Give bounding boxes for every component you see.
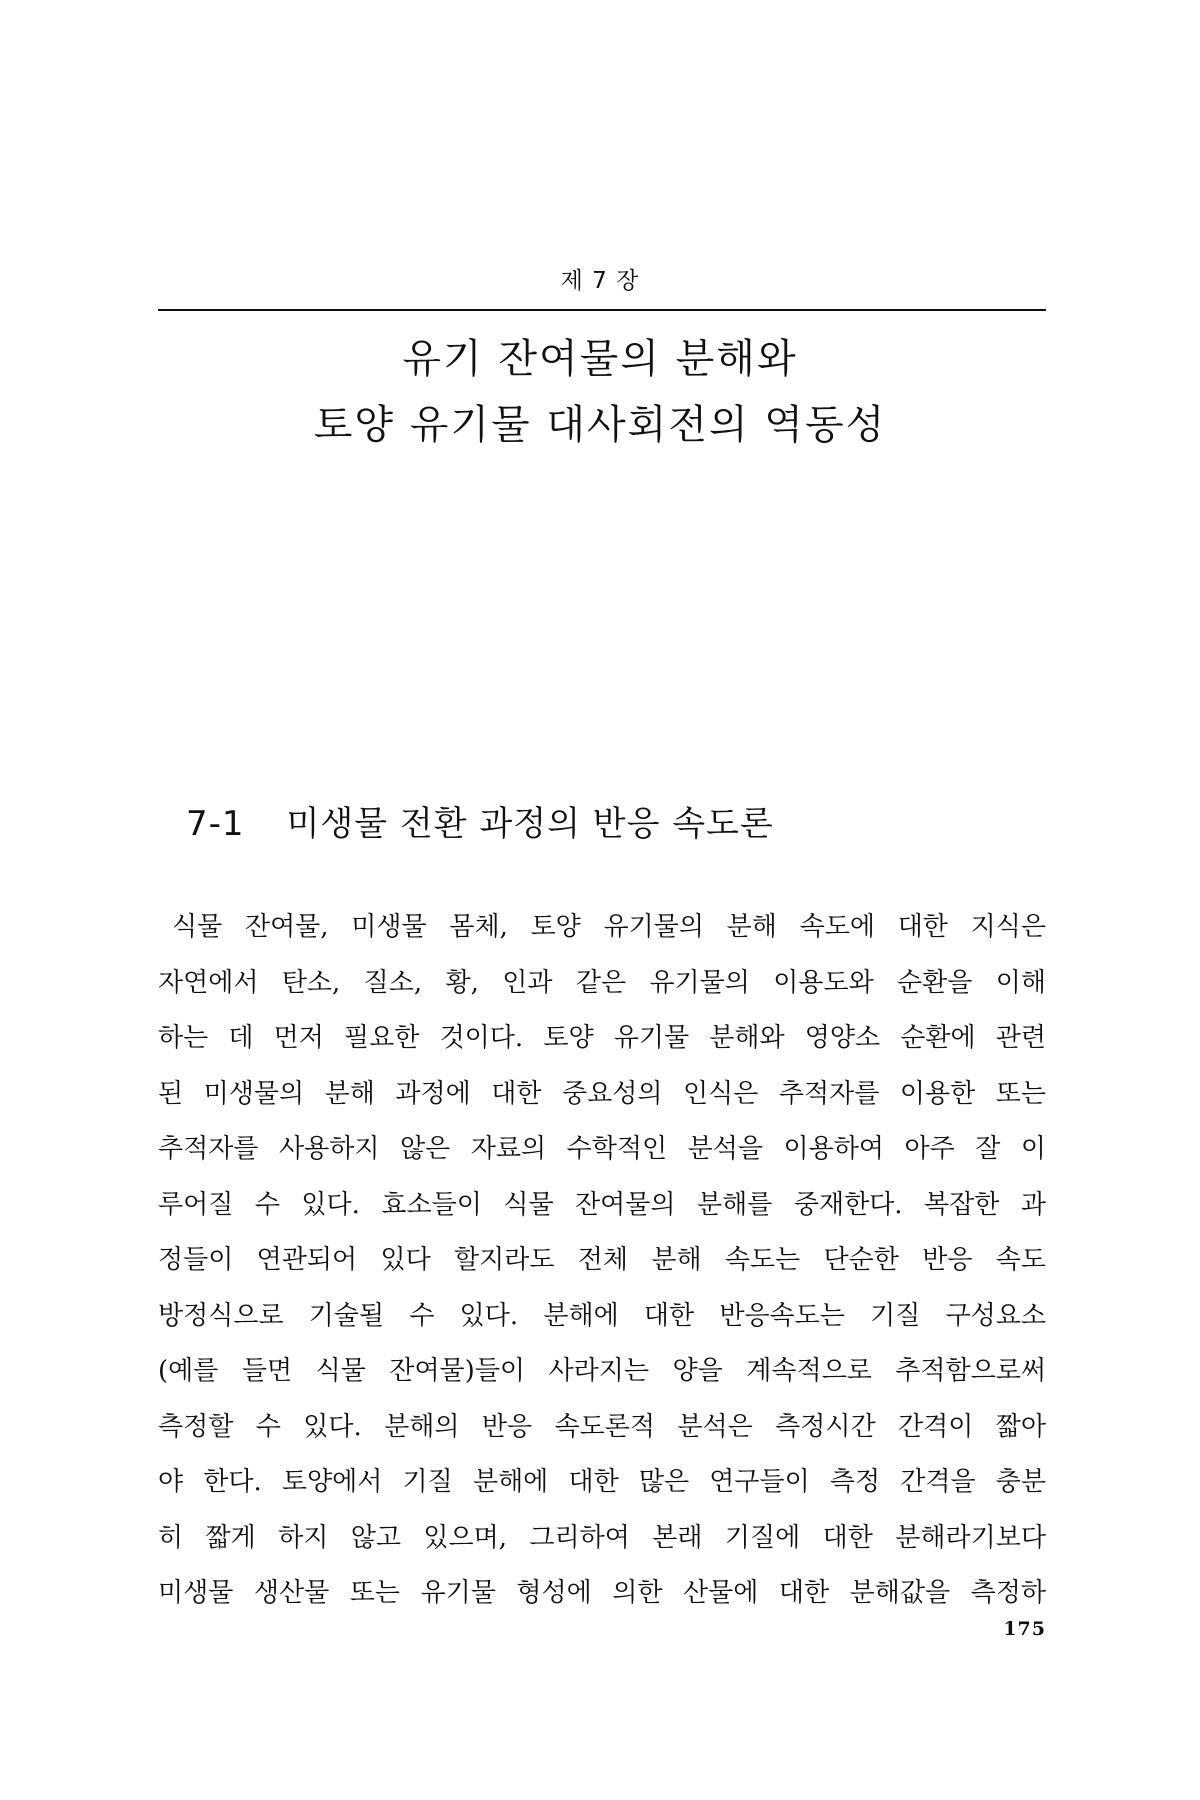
- body-line: 방정식으로 기술될 수 있다. 분해에 대한 반응속도는 기질 구성요소: [158, 1300, 1046, 1331]
- body-line: 된 미생물의 분해 과정에 대한 중요성의 인식은 추적자를 이용한 또는: [158, 1078, 1046, 1109]
- page-number: 175: [1003, 1618, 1046, 1640]
- body-line: 히 짧게 하지 않고 있으며, 그리하여 본래 기질에 대한 분해라기보다: [158, 1522, 1046, 1553]
- body-line: 자연에서 탄소, 질소, 황, 인과 같은 유기물의 이용도와 순환을 이해: [158, 967, 1046, 998]
- body-line: 하는 데 먼저 필요한 것이다. 토양 유기물 분해와 영양소 순환에 관련: [158, 1023, 1046, 1053]
- body-line: 추적자를 사용하지 않은 자료의 수학적인 분석을 이용하여 아주 잘 이: [158, 1134, 1046, 1164]
- chapter-title-line: 유기 잔여물의 분해와: [402, 336, 798, 382]
- chapter-label: 제 7 장: [560, 268, 640, 294]
- section-title: 미생물 전환 과정의 반응 속도론: [286, 804, 774, 844]
- body-paragraph: [158, 900, 1046, 1622]
- chapter-divider: [158, 309, 1046, 311]
- body-line: 측정할 수 있다. 분해의 반응 속도론적 분석은 측정시간 간격이 짧아: [158, 1411, 1046, 1442]
- section-heading: [186, 796, 774, 845]
- body-line: (예를 들면 식물 잔여물)들이 사라지는 양을 계속적으로 추적함으로써: [158, 1356, 1046, 1386]
- body-line: 미생물 생산물 또는 유기물 형성에 의한 산물에 대한 분해값을 측정하: [158, 1578, 1046, 1608]
- body-line: 정들이 연관되어 있다 할지라도 전체 분해 속도는 단순한 반응 속도: [158, 1245, 1046, 1275]
- body-line: 식물 잔여물, 미생물 몸체, 토양 유기물의 분해 속도에 대한 지식은: [172, 912, 1046, 942]
- body-line: 루어질 수 있다. 효소들이 식물 잔여물의 분해를 중재한다. 복잡한 과: [158, 1189, 1046, 1220]
- chapter-title-line: 토양 유기물 대사회전의 역동성: [313, 402, 887, 448]
- chapter-title: [0, 326, 1200, 458]
- body-line: 야 한다. 토양에서 기질 분해에 대한 많은 연구들이 측정 간격을 충분: [158, 1467, 1046, 1497]
- section-number: 7-1: [186, 804, 245, 844]
